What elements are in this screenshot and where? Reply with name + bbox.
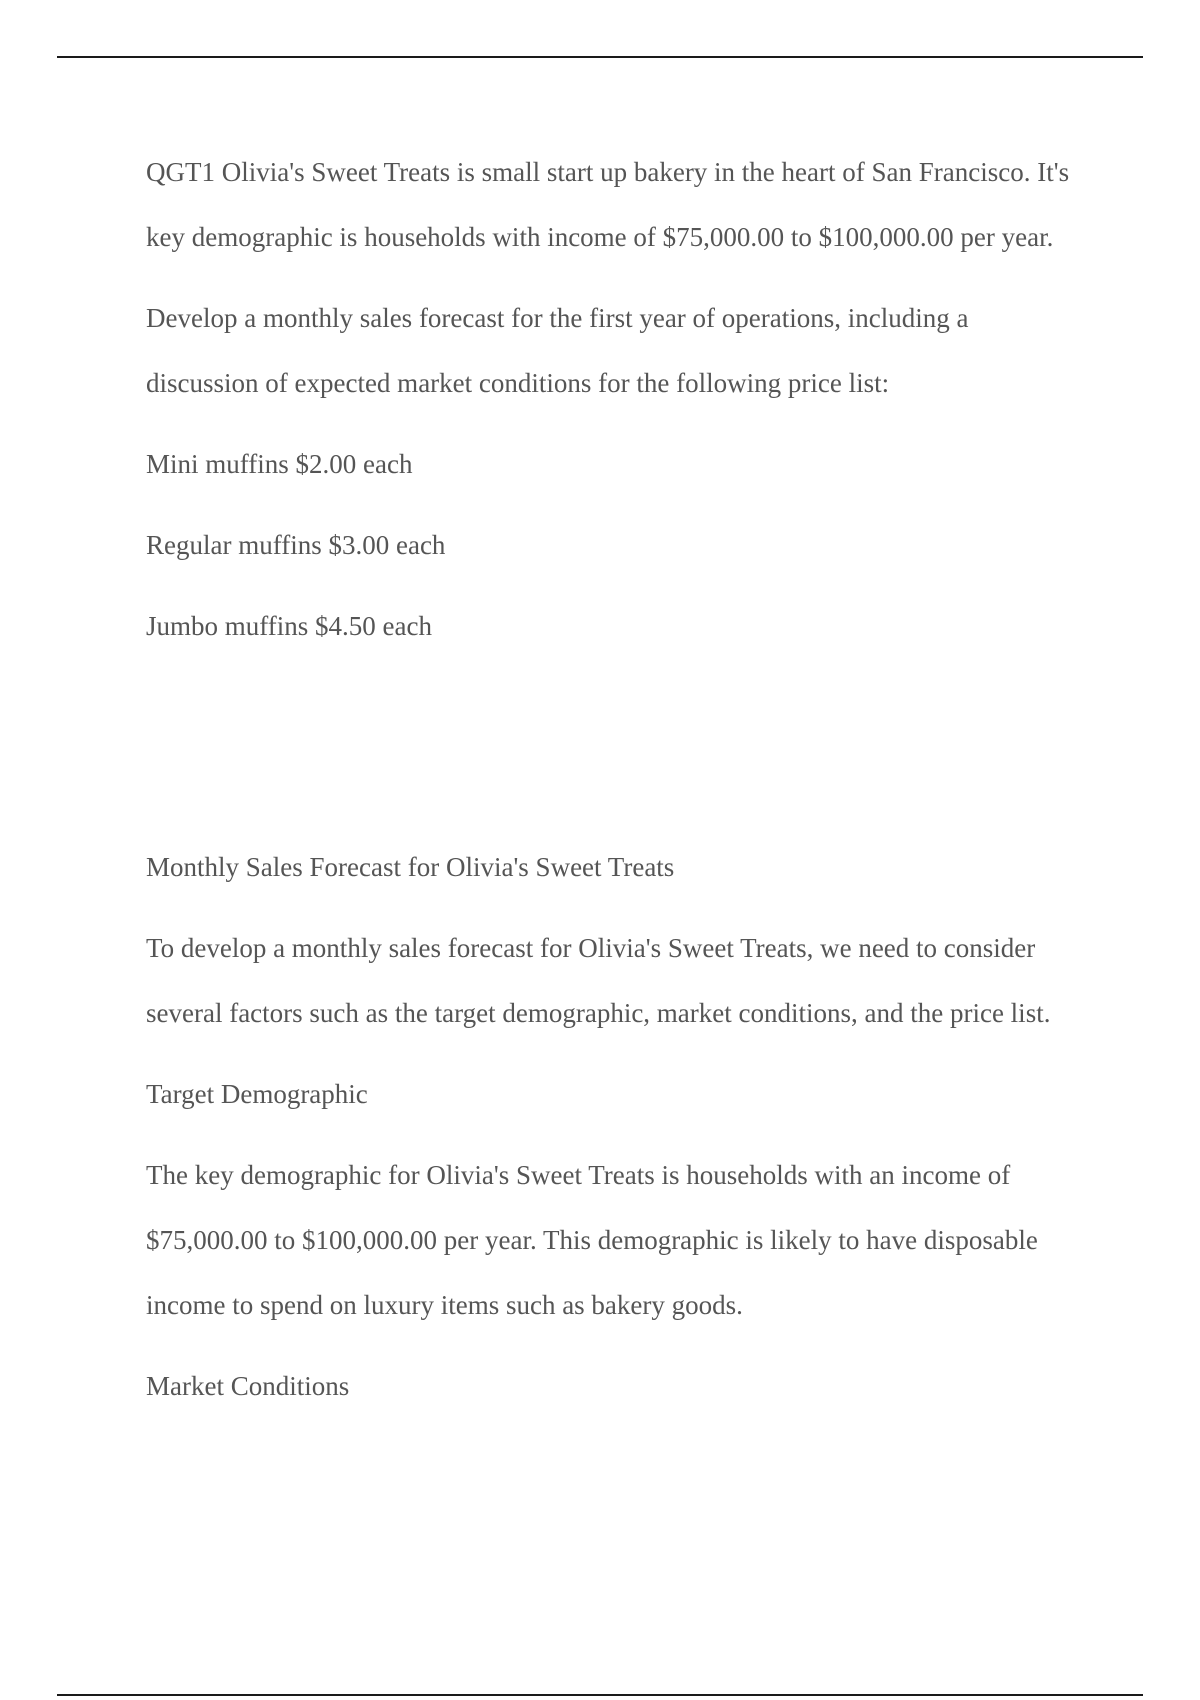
header-rule [57,56,1143,58]
price-item-mini: Mini muffins $2.00 each [146,449,413,479]
question-task: Develop a monthly sales forecast for the first year of operations, including a discussion of expected market conditions for the following price list: [146,303,969,398]
document-body [146,140,1086,1419]
answer-title: Monthly Sales Forecast for Olivia's Sweet Treats [146,852,675,882]
demographic-heading: Target Demographic [146,1079,368,1109]
answer-intro: To develop a monthly sales forecast for Olivia's Sweet Treats, we need to consider several factors such as the target demographic, market conditions, and the price list. [146,933,1051,1028]
price-item-jumbo: Jumbo muffins $4.50 each [146,611,432,641]
demographic-text: The key demographic for Olivia's Sweet Treats is households with an income of $75,000.00 to $100,000.00 per year. This demographic is likely to have disposable income to spend on luxury items such as bakery goods. [146,1160,1038,1320]
footer-rule [57,1694,1143,1696]
question-prompt: QGT1 Olivia's Sweet Treats is small start up bakery in the heart of San Francisco. It's key demographic is households with income of $75,000.00 to $100,000.00 per year. [146,157,1070,252]
market-heading: Market Conditions [146,1371,350,1401]
price-item-regular: Regular muffins $3.00 each [146,530,446,560]
